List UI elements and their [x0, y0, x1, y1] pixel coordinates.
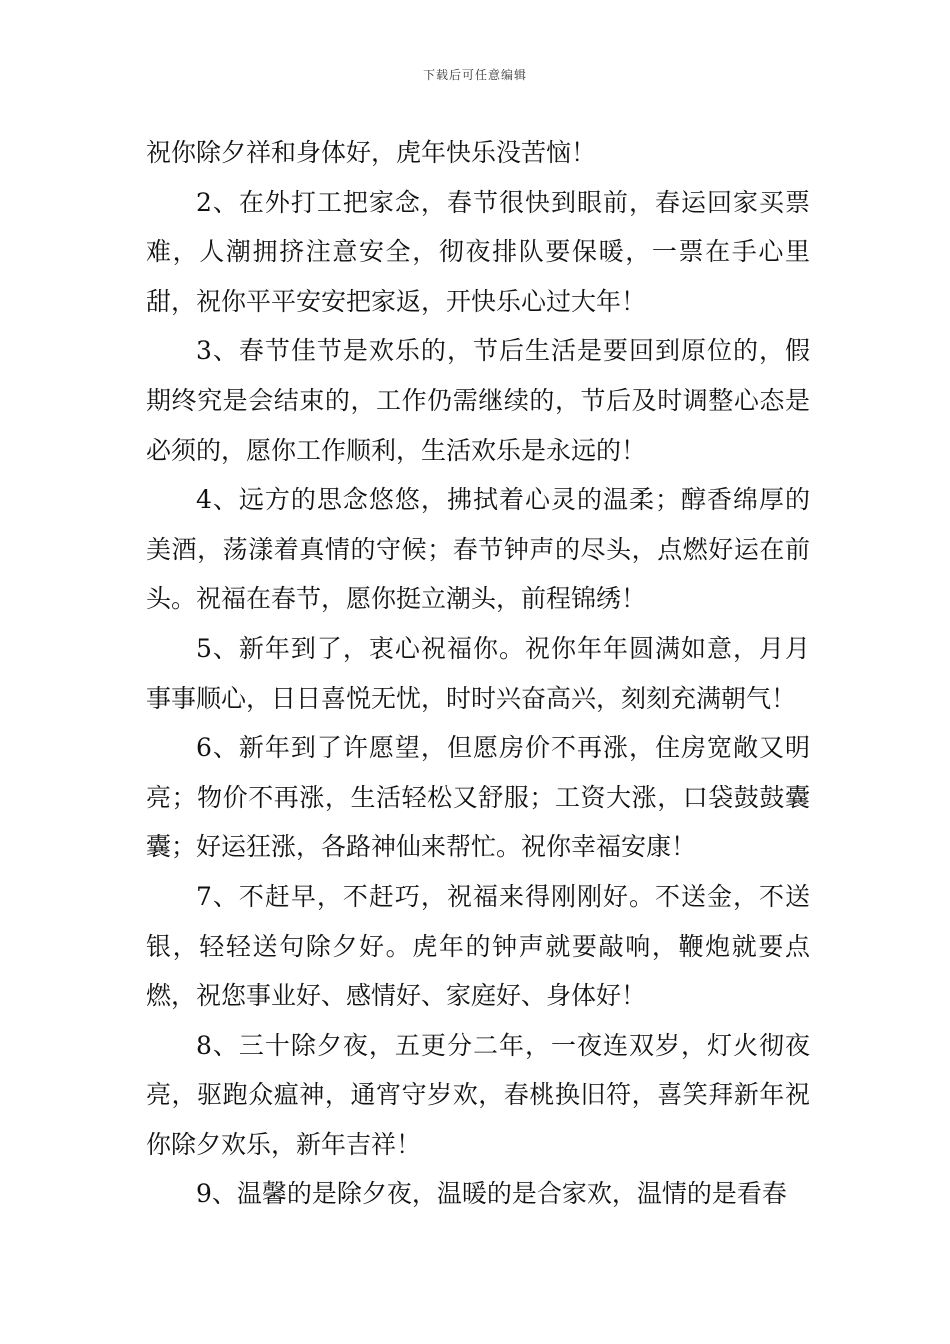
paragraph-item-7: 7、不赶早，不赶巧，祝福来得刚刚好。不送金，不送银，轻轻送句除夕好。虎年的钟声就要敲响，鞭炮就要点燃，祝您事业好、感情好、家庭好、身体好！	[146, 881, 810, 1011]
paragraph-item-4: 4、远方的思念悠悠，拂拭着心灵的温柔；醇香绵厚的美酒，荡漾着真情的守候；春节钟声的尽头，点燃好运在前头。祝福在春节，愿你挺立潮头，前程锦绣！	[146, 485, 810, 614]
page-header-note: 下载后可任意编辑	[422, 68, 527, 82]
paragraph-item-3: 3、春节佳节是欢乐的，节后生活是要回到原位的，假期终究是会结束的，工作仍需继续的，节后及时调整心态是必须的，愿你工作顺利，生活欢乐是永远的！	[146, 336, 810, 465]
paragraph-item-5: 5、新年到了，衷心祝福你。祝你年年圆满如意，月月事事顺心，日日喜悦无忧，时时兴奋高兴，刻刻充满朝气！	[146, 633, 810, 713]
paragraph-continued: 祝你除夕祥和身体好，虎年快乐没苦恼！	[146, 138, 597, 167]
paragraph-item-9: 9、温馨的是除夕夜，温暖的是合家欢，温情的是看春	[196, 1179, 787, 1209]
document-body	[146, 128, 810, 1219]
paragraph-item-6: 6、新年到了许愿望，但愿房价不再涨，住房宽敞又明亮；物价不再涨，生活轻松又舒服；工资大涨，口袋鼓鼓囊囊；好运狂涨，各路神仙来帮忙。祝你幸福安康！	[146, 733, 810, 862]
paragraph-item-8: 8、三十除夕夜，五更分二年，一夜连双岁，灯火彻夜亮，驱跑众瘟神，通宵守岁欢，春桃换旧符，喜笑拜新年祝你除夕欢乐，新年吉祥！	[146, 1030, 810, 1159]
paragraph-item-2: 2、在外打工把家念，春节很快到眼前，春运回家买票难，人潮拥挤注意安全，彻夜排队要保暖，一票在手心里甜，祝你平平安安把家返，开快乐心过大年！	[146, 187, 810, 316]
